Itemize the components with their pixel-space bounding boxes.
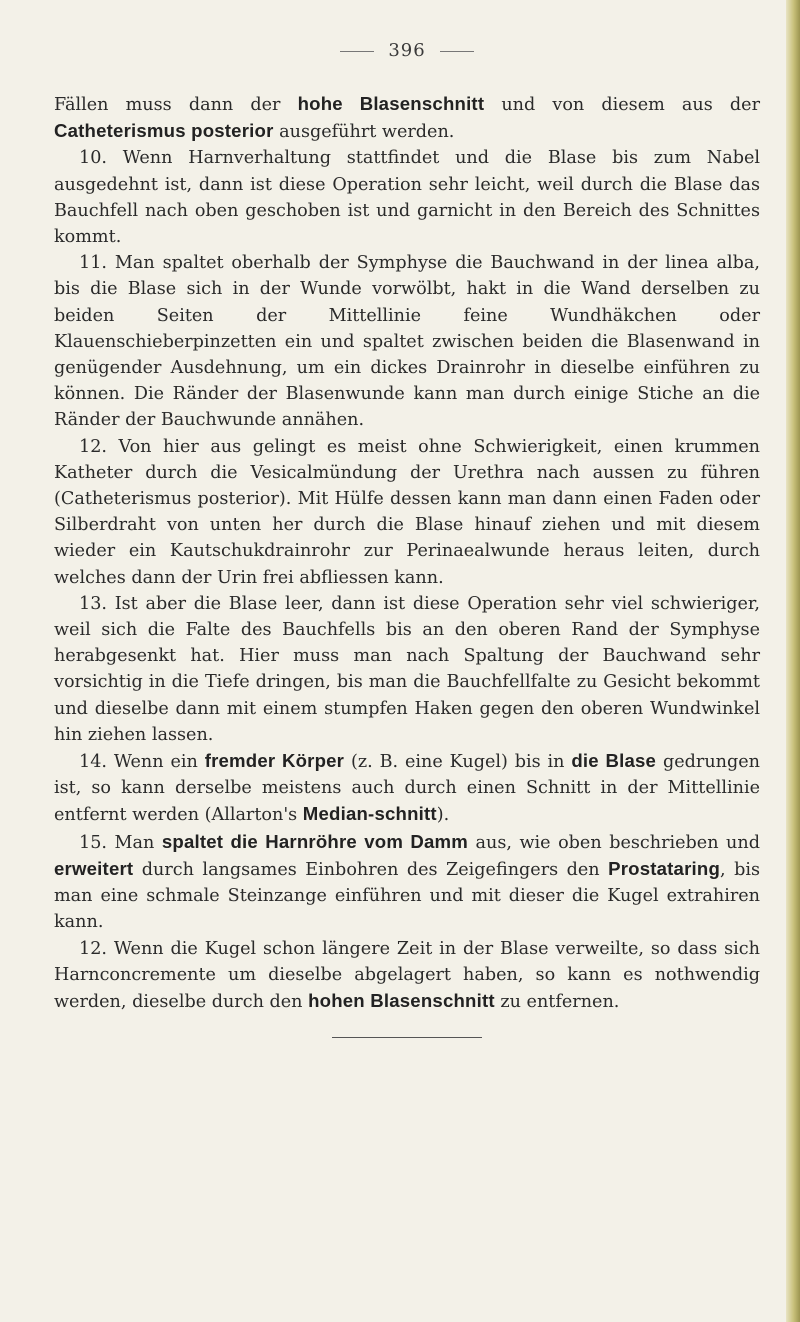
paragraph-text: 13. Ist aber die Blase leer, dann ist diese Operation sehr viel schwieriger, weil sich die Falte des Bauchfells bis an den oberen Rand der Symphyse herabgesenkt hat. Hier muss man nach Spaltung der Bauchwand sehr vorsichtig in die Tiefe dringen, bis man die Bauchfellfalte zu Gesicht bekommt und dieselbe dann mit einem stumpfen Haken gegen den oberen Wundwinkel hin ziehen lassen. bbox=[54, 593, 760, 745]
paragraph-text: 15. Man bbox=[79, 832, 162, 853]
emphasis-text: erweitert bbox=[54, 857, 134, 879]
paragraph-text: (z. B. eine Kugel) bis in bbox=[344, 752, 572, 773]
page-edge bbox=[786, 0, 800, 1322]
book-page bbox=[54, 40, 760, 1038]
emphasis-text: hohen Blasenschnitt bbox=[308, 989, 495, 1011]
paragraph-text: durch langsames Einbohren des Zeigefingers den bbox=[133, 859, 609, 880]
emphasis-text: Catheterismus posterior bbox=[54, 120, 274, 142]
paragraph-text: 10. Wenn Harnverhaltung stattfindet und die Blase bis zum Nabel ausgedehnt ist, dann ist diese Operation sehr leicht, weil durch die Blase das Bauchfell nach oben geschoben ist und garnicht in den Bereich des Schnittes kommt. bbox=[54, 148, 760, 248]
paragraph-text: 14. Wenn ein bbox=[79, 752, 205, 773]
header-dash-left bbox=[340, 51, 374, 52]
paragraph-text: und von diesem aus der bbox=[484, 95, 760, 115]
header-dash-right bbox=[440, 51, 474, 52]
paragraph-text: 12. Wenn die Kugel schon längere Zeit in der Blase verweilte, so dass sich Harnconcremente um dieselbe abgelagert haben, so kann es nothwendig werden, dieselbe durch den bbox=[54, 938, 760, 1012]
emphasis-text: die Blase bbox=[571, 750, 657, 772]
body-text bbox=[54, 91, 760, 1015]
paragraph-p12a bbox=[54, 434, 760, 591]
paragraph-p15 bbox=[54, 829, 760, 936]
paragraph-p14 bbox=[54, 748, 760, 829]
emphasis-text: Median-schnitt bbox=[302, 803, 437, 825]
paragraph-p0 bbox=[54, 91, 760, 145]
paragraph-p13 bbox=[54, 591, 760, 748]
paragraph-text: aus, wie oben beschrieben und bbox=[467, 832, 760, 853]
paragraph-text: zu entfernen. bbox=[494, 991, 620, 1012]
paragraph-text: gedrungen ist, so kann derselbe meistens auch durch einen Schnitt in der Mittellinie entfernt werden (Allarton's bbox=[54, 752, 760, 826]
emphasis-text: hohe Blasenschnitt bbox=[297, 93, 485, 114]
footer-rule bbox=[332, 1037, 482, 1038]
paragraph-text: 12. Von hier aus gelingt es meist ohne Schwierigkeit, einen krummen Katheter durch die Vesicalmündung der Urethra nach aussen zu führen (Catheterismus posterior). Mit Hülfe dessen kann man dann einen Faden oder Silberdraht von unten her durch die Blase hinauf ziehen und mit diesem wieder ein Kautschukdrainrohr zur Perinaealwunde heraus leiten, durch welches dann der Urin frei abfliessen kann. bbox=[54, 436, 760, 588]
paragraph-text: , bis man eine schmale Steinzange einführen und mit dieser die Kugel extrahiren kann. bbox=[54, 859, 760, 933]
paragraph-p10 bbox=[54, 145, 760, 250]
paragraph-text: ). bbox=[436, 805, 450, 826]
emphasis-text: spaltet die Harnröhre vom Damm bbox=[161, 830, 468, 852]
paragraph-text: ausgeführt werden. bbox=[273, 122, 455, 143]
paragraph-p11 bbox=[54, 250, 760, 433]
paragraph-text: Fällen muss dann der bbox=[54, 95, 298, 115]
paragraph-text: 11. Man spaltet oberhalb der Symphyse die Bauchwand in der linea alba, bis die Blase sich in der Wunde vorwölbt, hakt in die Wand derselben zu beiden Seiten der Mittellinie feine Wundhäkchen oder Klauenschieberpinzetten ein und spaltet zwischen beiden die Blasenwand in genügender Ausdehnung, um ein dickes Drainrohr in dieselbe einführen zu können. Die Ränder der Blasenwunde kann man durch einige Stiche an die Ränder der Bauchwunde annähen. bbox=[54, 253, 760, 431]
page-number: 396 bbox=[388, 40, 426, 61]
emphasis-text: fremder Körper bbox=[204, 750, 345, 772]
paragraph-p12b bbox=[54, 936, 760, 1016]
emphasis-text: Prostataring bbox=[608, 857, 721, 879]
page-header bbox=[54, 40, 760, 61]
